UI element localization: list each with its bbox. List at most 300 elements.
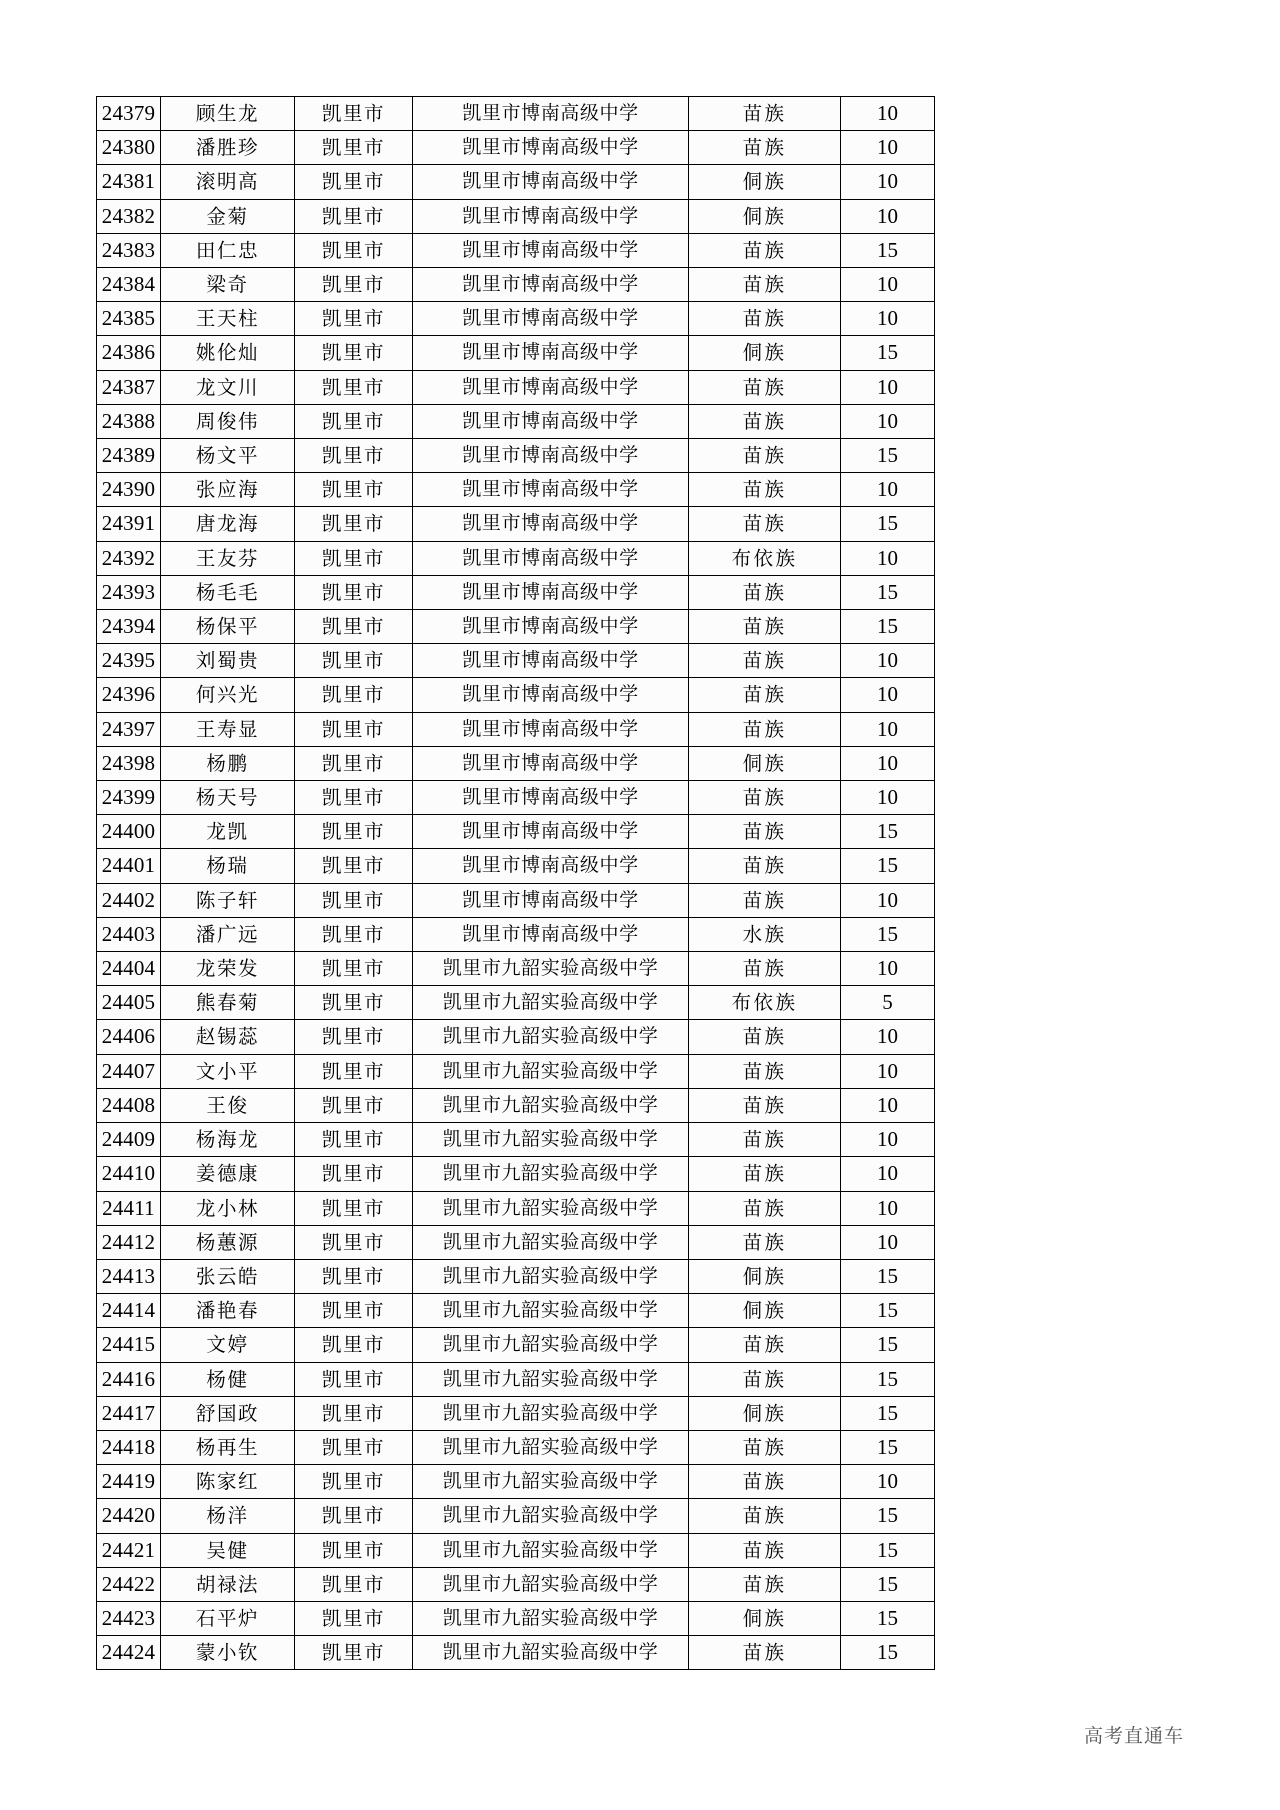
cell-region: 凯里市: [295, 917, 413, 951]
table-row: [97, 370, 935, 404]
cell-id: 24394: [97, 610, 161, 644]
cell-id: 24387: [97, 370, 161, 404]
cell-id: 24388: [97, 404, 161, 438]
cell-school: 凯里市博南高级中学: [413, 131, 689, 165]
cell-ethnic: 苗族: [689, 404, 841, 438]
table-row: [97, 575, 935, 609]
cell-school: 凯里市博南高级中学: [413, 336, 689, 370]
table-row: [97, 1191, 935, 1225]
cell-name: 石平炉: [161, 1601, 295, 1635]
cell-school: 凯里市博南高级中学: [413, 404, 689, 438]
cell-school: 凯里市博南高级中学: [413, 575, 689, 609]
cell-score: 10: [841, 1225, 935, 1259]
cell-ethnic: 苗族: [689, 883, 841, 917]
cell-name: 姜德康: [161, 1157, 295, 1191]
cell-id: 24383: [97, 233, 161, 267]
cell-school: 凯里市九韶实验高级中学: [413, 1567, 689, 1601]
cell-school: 凯里市博南高级中学: [413, 917, 689, 951]
cell-id: 24403: [97, 917, 161, 951]
cell-score: 15: [841, 610, 935, 644]
cell-school: 凯里市博南高级中学: [413, 233, 689, 267]
cell-ethnic: 水族: [689, 917, 841, 951]
table-row: [97, 1533, 935, 1567]
cell-name: 龙凯: [161, 815, 295, 849]
cell-name: 王寿显: [161, 712, 295, 746]
cell-id: 24392: [97, 541, 161, 575]
cell-school: 凯里市博南高级中学: [413, 97, 689, 131]
cell-name: 文小平: [161, 1054, 295, 1088]
table-row: [97, 849, 935, 883]
cell-ethnic: 苗族: [689, 1430, 841, 1464]
cell-ethnic: 苗族: [689, 1499, 841, 1533]
cell-school: 凯里市博南高级中学: [413, 541, 689, 575]
table-row: [97, 815, 935, 849]
cell-score: 15: [841, 1328, 935, 1362]
cell-school: 凯里市九韶实验高级中学: [413, 1499, 689, 1533]
cell-region: 凯里市: [295, 1259, 413, 1293]
cell-ethnic: 苗族: [689, 815, 841, 849]
cell-name: 杨瑞: [161, 849, 295, 883]
cell-region: 凯里市: [295, 1123, 413, 1157]
cell-id: 24379: [97, 97, 161, 131]
table-row: [97, 1636, 935, 1670]
cell-ethnic: 苗族: [689, 1157, 841, 1191]
cell-id: 24399: [97, 781, 161, 815]
cell-school: 凯里市九韶实验高级中学: [413, 1123, 689, 1157]
cell-score: 15: [841, 917, 935, 951]
cell-id: 24411: [97, 1191, 161, 1225]
cell-id: 24417: [97, 1396, 161, 1430]
cell-ethnic: 侗族: [689, 1294, 841, 1328]
table-row: [97, 712, 935, 746]
cell-score: 10: [841, 165, 935, 199]
cell-name: 潘胜珍: [161, 131, 295, 165]
cell-ethnic: 侗族: [689, 1601, 841, 1635]
cell-ethnic: 苗族: [689, 1533, 841, 1567]
cell-name: 杨文平: [161, 439, 295, 473]
cell-id: 24398: [97, 746, 161, 780]
cell-score: 10: [841, 644, 935, 678]
cell-name: 张云皓: [161, 1259, 295, 1293]
table-row: [97, 302, 935, 336]
cell-score: 15: [841, 1362, 935, 1396]
cell-region: 凯里市: [295, 610, 413, 644]
cell-score: 5: [841, 986, 935, 1020]
cell-region: 凯里市: [295, 131, 413, 165]
cell-id: 24424: [97, 1636, 161, 1670]
cell-school: 凯里市九韶实验高级中学: [413, 1636, 689, 1670]
table-row: [97, 1601, 935, 1635]
cell-name: 潘广远: [161, 917, 295, 951]
cell-id: 24420: [97, 1499, 161, 1533]
cell-name: 杨洋: [161, 1499, 295, 1533]
cell-region: 凯里市: [295, 1020, 413, 1054]
cell-ethnic: 侗族: [689, 165, 841, 199]
table-row: [97, 952, 935, 986]
cell-school: 凯里市博南高级中学: [413, 370, 689, 404]
cell-score: 10: [841, 1020, 935, 1054]
cell-school: 凯里市九韶实验高级中学: [413, 1054, 689, 1088]
cell-region: 凯里市: [295, 644, 413, 678]
cell-ethnic: 苗族: [689, 1020, 841, 1054]
cell-region: 凯里市: [295, 815, 413, 849]
cell-region: 凯里市: [295, 712, 413, 746]
cell-score: 15: [841, 815, 935, 849]
cell-id: 24414: [97, 1294, 161, 1328]
cell-name: 吴健: [161, 1533, 295, 1567]
cell-region: 凯里市: [295, 370, 413, 404]
cell-score: 10: [841, 1054, 935, 1088]
cell-school: 凯里市九韶实验高级中学: [413, 986, 689, 1020]
cell-score: 10: [841, 473, 935, 507]
cell-score: 10: [841, 678, 935, 712]
cell-ethnic: 苗族: [689, 1636, 841, 1670]
cell-region: 凯里市: [295, 541, 413, 575]
cell-score: 10: [841, 712, 935, 746]
cell-region: 凯里市: [295, 473, 413, 507]
cell-school: 凯里市九韶实验高级中学: [413, 1533, 689, 1567]
cell-ethnic: 苗族: [689, 849, 841, 883]
cell-score: 10: [841, 404, 935, 438]
table-row: [97, 131, 935, 165]
cell-school: 凯里市九韶实验高级中学: [413, 1362, 689, 1396]
cell-name: 杨天号: [161, 781, 295, 815]
cell-score: 15: [841, 507, 935, 541]
table-row: [97, 97, 935, 131]
cell-school: 凯里市九韶实验高级中学: [413, 1430, 689, 1464]
table-row: [97, 1157, 935, 1191]
cell-region: 凯里市: [295, 507, 413, 541]
cell-school: 凯里市九韶实验高级中学: [413, 1601, 689, 1635]
cell-region: 凯里市: [295, 1362, 413, 1396]
cell-name: 蒙小钦: [161, 1636, 295, 1670]
cell-region: 凯里市: [295, 883, 413, 917]
table-row: [97, 507, 935, 541]
cell-ethnic: 苗族: [689, 1465, 841, 1499]
cell-score: 10: [841, 952, 935, 986]
cell-region: 凯里市: [295, 1088, 413, 1122]
cell-region: 凯里市: [295, 268, 413, 302]
cell-score: 15: [841, 1259, 935, 1293]
cell-school: 凯里市博南高级中学: [413, 199, 689, 233]
cell-id: 24397: [97, 712, 161, 746]
cell-name: 杨健: [161, 1362, 295, 1396]
cell-id: 24422: [97, 1567, 161, 1601]
cell-region: 凯里市: [295, 678, 413, 712]
cell-region: 凯里市: [295, 165, 413, 199]
cell-ethnic: 苗族: [689, 610, 841, 644]
table-row: [97, 1123, 935, 1157]
cell-score: 15: [841, 233, 935, 267]
cell-school: 凯里市博南高级中学: [413, 165, 689, 199]
cell-school: 凯里市博南高级中学: [413, 507, 689, 541]
cell-ethnic: 侗族: [689, 1396, 841, 1430]
cell-school: 凯里市九韶实验高级中学: [413, 1465, 689, 1499]
cell-ethnic: 苗族: [689, 1123, 841, 1157]
page-watermark: 高考直通车: [1083, 1725, 1184, 1747]
cell-ethnic: 苗族: [689, 507, 841, 541]
table-row: [97, 1054, 935, 1088]
cell-id: 24419: [97, 1465, 161, 1499]
cell-name: 刘蜀贵: [161, 644, 295, 678]
cell-ethnic: 苗族: [689, 1362, 841, 1396]
cell-school: 凯里市九韶实验高级中学: [413, 1225, 689, 1259]
cell-name: 王俊: [161, 1088, 295, 1122]
cell-region: 凯里市: [295, 1294, 413, 1328]
cell-id: 24412: [97, 1225, 161, 1259]
cell-score: 10: [841, 781, 935, 815]
table-row: [97, 268, 935, 302]
cell-region: 凯里市: [295, 233, 413, 267]
table-row: [97, 541, 935, 575]
cell-id: 24389: [97, 439, 161, 473]
cell-school: 凯里市博南高级中学: [413, 473, 689, 507]
cell-ethnic: 苗族: [689, 1328, 841, 1362]
cell-region: 凯里市: [295, 1601, 413, 1635]
table-row: [97, 1020, 935, 1054]
cell-score: 10: [841, 1088, 935, 1122]
cell-region: 凯里市: [295, 1567, 413, 1601]
cell-name: 杨蕙源: [161, 1225, 295, 1259]
cell-score: 10: [841, 199, 935, 233]
cell-school: 凯里市博南高级中学: [413, 439, 689, 473]
cell-id: 24406: [97, 1020, 161, 1054]
cell-id: 24423: [97, 1601, 161, 1635]
cell-score: 15: [841, 1396, 935, 1430]
cell-ethnic: 苗族: [689, 233, 841, 267]
cell-region: 凯里市: [295, 199, 413, 233]
cell-name: 王天柱: [161, 302, 295, 336]
cell-score: 15: [841, 1567, 935, 1601]
table-row: [97, 986, 935, 1020]
cell-school: 凯里市博南高级中学: [413, 302, 689, 336]
cell-ethnic: 苗族: [689, 302, 841, 336]
cell-name: 周俊伟: [161, 404, 295, 438]
cell-score: 15: [841, 1533, 935, 1567]
cell-name: 田仁忠: [161, 233, 295, 267]
cell-id: 24395: [97, 644, 161, 678]
cell-score: 10: [841, 883, 935, 917]
cell-name: 张应海: [161, 473, 295, 507]
cell-id: 24404: [97, 952, 161, 986]
cell-score: 10: [841, 1191, 935, 1225]
cell-ethnic: 侗族: [689, 746, 841, 780]
cell-region: 凯里市: [295, 1430, 413, 1464]
cell-id: 24386: [97, 336, 161, 370]
cell-school: 凯里市博南高级中学: [413, 883, 689, 917]
cell-ethnic: 苗族: [689, 439, 841, 473]
cell-ethnic: 布依族: [689, 986, 841, 1020]
cell-id: 24385: [97, 302, 161, 336]
table-row: [97, 439, 935, 473]
cell-id: 24402: [97, 883, 161, 917]
cell-region: 凯里市: [295, 1533, 413, 1567]
cell-school: 凯里市博南高级中学: [413, 849, 689, 883]
table-row: [97, 1088, 935, 1122]
cell-region: 凯里市: [295, 575, 413, 609]
cell-id: 24381: [97, 165, 161, 199]
cell-id: 24407: [97, 1054, 161, 1088]
cell-school: 凯里市九韶实验高级中学: [413, 1328, 689, 1362]
cell-school: 凯里市博南高级中学: [413, 610, 689, 644]
cell-id: 24415: [97, 1328, 161, 1362]
cell-region: 凯里市: [295, 1054, 413, 1088]
cell-name: 赵锡蕊: [161, 1020, 295, 1054]
cell-region: 凯里市: [295, 97, 413, 131]
cell-name: 王友芬: [161, 541, 295, 575]
cell-score: 15: [841, 1636, 935, 1670]
table-row: [97, 404, 935, 438]
cell-ethnic: 苗族: [689, 268, 841, 302]
cell-school: 凯里市博南高级中学: [413, 781, 689, 815]
cell-school: 凯里市九韶实验高级中学: [413, 1157, 689, 1191]
cell-region: 凯里市: [295, 781, 413, 815]
table-row: [97, 1465, 935, 1499]
cell-ethnic: 苗族: [689, 473, 841, 507]
cell-name: 姚伦灿: [161, 336, 295, 370]
cell-id: 24384: [97, 268, 161, 302]
cell-id: 24413: [97, 1259, 161, 1293]
cell-name: 龙文川: [161, 370, 295, 404]
cell-score: 10: [841, 1157, 935, 1191]
cell-ethnic: 苗族: [689, 1054, 841, 1088]
table-row: [97, 883, 935, 917]
table-row: [97, 165, 935, 199]
cell-score: 15: [841, 575, 935, 609]
cell-ethnic: 苗族: [689, 712, 841, 746]
cell-name: 陈家红: [161, 1465, 295, 1499]
cell-name: 顾生龙: [161, 97, 295, 131]
cell-id: 24391: [97, 507, 161, 541]
cell-name: 龙荣发: [161, 952, 295, 986]
cell-school: 凯里市九韶实验高级中学: [413, 1088, 689, 1122]
cell-ethnic: 苗族: [689, 1191, 841, 1225]
cell-id: 24410: [97, 1157, 161, 1191]
cell-school: 凯里市博南高级中学: [413, 712, 689, 746]
cell-region: 凯里市: [295, 986, 413, 1020]
cell-ethnic: 苗族: [689, 131, 841, 165]
cell-name: 文婷: [161, 1328, 295, 1362]
table-row: [97, 1396, 935, 1430]
cell-id: 24396: [97, 678, 161, 712]
table-row: [97, 644, 935, 678]
table-row: [97, 1225, 935, 1259]
table-row: [97, 336, 935, 370]
cell-score: 10: [841, 268, 935, 302]
cell-name: 陈子轩: [161, 883, 295, 917]
table-row: [97, 678, 935, 712]
table-row: [97, 781, 935, 815]
cell-ethnic: 苗族: [689, 1225, 841, 1259]
cell-score: 10: [841, 746, 935, 780]
cell-score: 15: [841, 1499, 935, 1533]
cell-id: 24400: [97, 815, 161, 849]
cell-school: 凯里市九韶实验高级中学: [413, 1259, 689, 1293]
roster-table-container: [96, 96, 934, 1670]
cell-id: 24408: [97, 1088, 161, 1122]
cell-ethnic: 苗族: [689, 370, 841, 404]
cell-region: 凯里市: [295, 1157, 413, 1191]
cell-region: 凯里市: [295, 1328, 413, 1362]
cell-name: 杨毛毛: [161, 575, 295, 609]
cell-region: 凯里市: [295, 1225, 413, 1259]
cell-name: 潘艳春: [161, 1294, 295, 1328]
cell-school: 凯里市九韶实验高级中学: [413, 952, 689, 986]
table-row: [97, 233, 935, 267]
cell-ethnic: 侗族: [689, 336, 841, 370]
cell-region: 凯里市: [295, 1465, 413, 1499]
cell-id: 24393: [97, 575, 161, 609]
cell-id: 24418: [97, 1430, 161, 1464]
table-row: [97, 1294, 935, 1328]
cell-score: 15: [841, 849, 935, 883]
table-row: [97, 917, 935, 951]
cell-name: 金菊: [161, 199, 295, 233]
cell-score: 10: [841, 1465, 935, 1499]
cell-name: 梁奇: [161, 268, 295, 302]
cell-score: 10: [841, 541, 935, 575]
cell-score: 10: [841, 370, 935, 404]
cell-ethnic: 苗族: [689, 781, 841, 815]
cell-score: 15: [841, 1430, 935, 1464]
cell-ethnic: 苗族: [689, 97, 841, 131]
cell-id: 24380: [97, 131, 161, 165]
cell-id: 24409: [97, 1123, 161, 1157]
cell-region: 凯里市: [295, 1191, 413, 1225]
cell-ethnic: 苗族: [689, 678, 841, 712]
cell-school: 凯里市九韶实验高级中学: [413, 1396, 689, 1430]
table-row: [97, 473, 935, 507]
roster-table: [96, 96, 935, 1670]
cell-score: 10: [841, 131, 935, 165]
cell-name: 胡禄法: [161, 1567, 295, 1601]
cell-region: 凯里市: [295, 404, 413, 438]
cell-ethnic: 苗族: [689, 952, 841, 986]
cell-name: 杨保平: [161, 610, 295, 644]
table-row: [97, 1259, 935, 1293]
cell-id: 24421: [97, 1533, 161, 1567]
cell-school: 凯里市博南高级中学: [413, 644, 689, 678]
cell-ethnic: 苗族: [689, 1088, 841, 1122]
cell-school: 凯里市博南高级中学: [413, 815, 689, 849]
cell-region: 凯里市: [295, 439, 413, 473]
table-row: [97, 1362, 935, 1396]
table-row: [97, 1430, 935, 1464]
cell-score: 10: [841, 97, 935, 131]
table-row: [97, 1567, 935, 1601]
cell-name: 杨鹏: [161, 746, 295, 780]
table-row: [97, 1499, 935, 1533]
cell-school: 凯里市博南高级中学: [413, 746, 689, 780]
cell-region: 凯里市: [295, 336, 413, 370]
cell-score: 15: [841, 336, 935, 370]
cell-name: 唐龙海: [161, 507, 295, 541]
cell-region: 凯里市: [295, 849, 413, 883]
cell-name: 杨海龙: [161, 1123, 295, 1157]
cell-school: 凯里市九韶实验高级中学: [413, 1294, 689, 1328]
cell-name: 何兴光: [161, 678, 295, 712]
cell-region: 凯里市: [295, 1499, 413, 1533]
table-row: [97, 610, 935, 644]
cell-id: 24382: [97, 199, 161, 233]
cell-ethnic: 布依族: [689, 541, 841, 575]
cell-school: 凯里市九韶实验高级中学: [413, 1020, 689, 1054]
cell-region: 凯里市: [295, 746, 413, 780]
roster-table-body: [97, 97, 935, 1670]
cell-id: 24390: [97, 473, 161, 507]
cell-school: 凯里市博南高级中学: [413, 268, 689, 302]
cell-region: 凯里市: [295, 302, 413, 336]
